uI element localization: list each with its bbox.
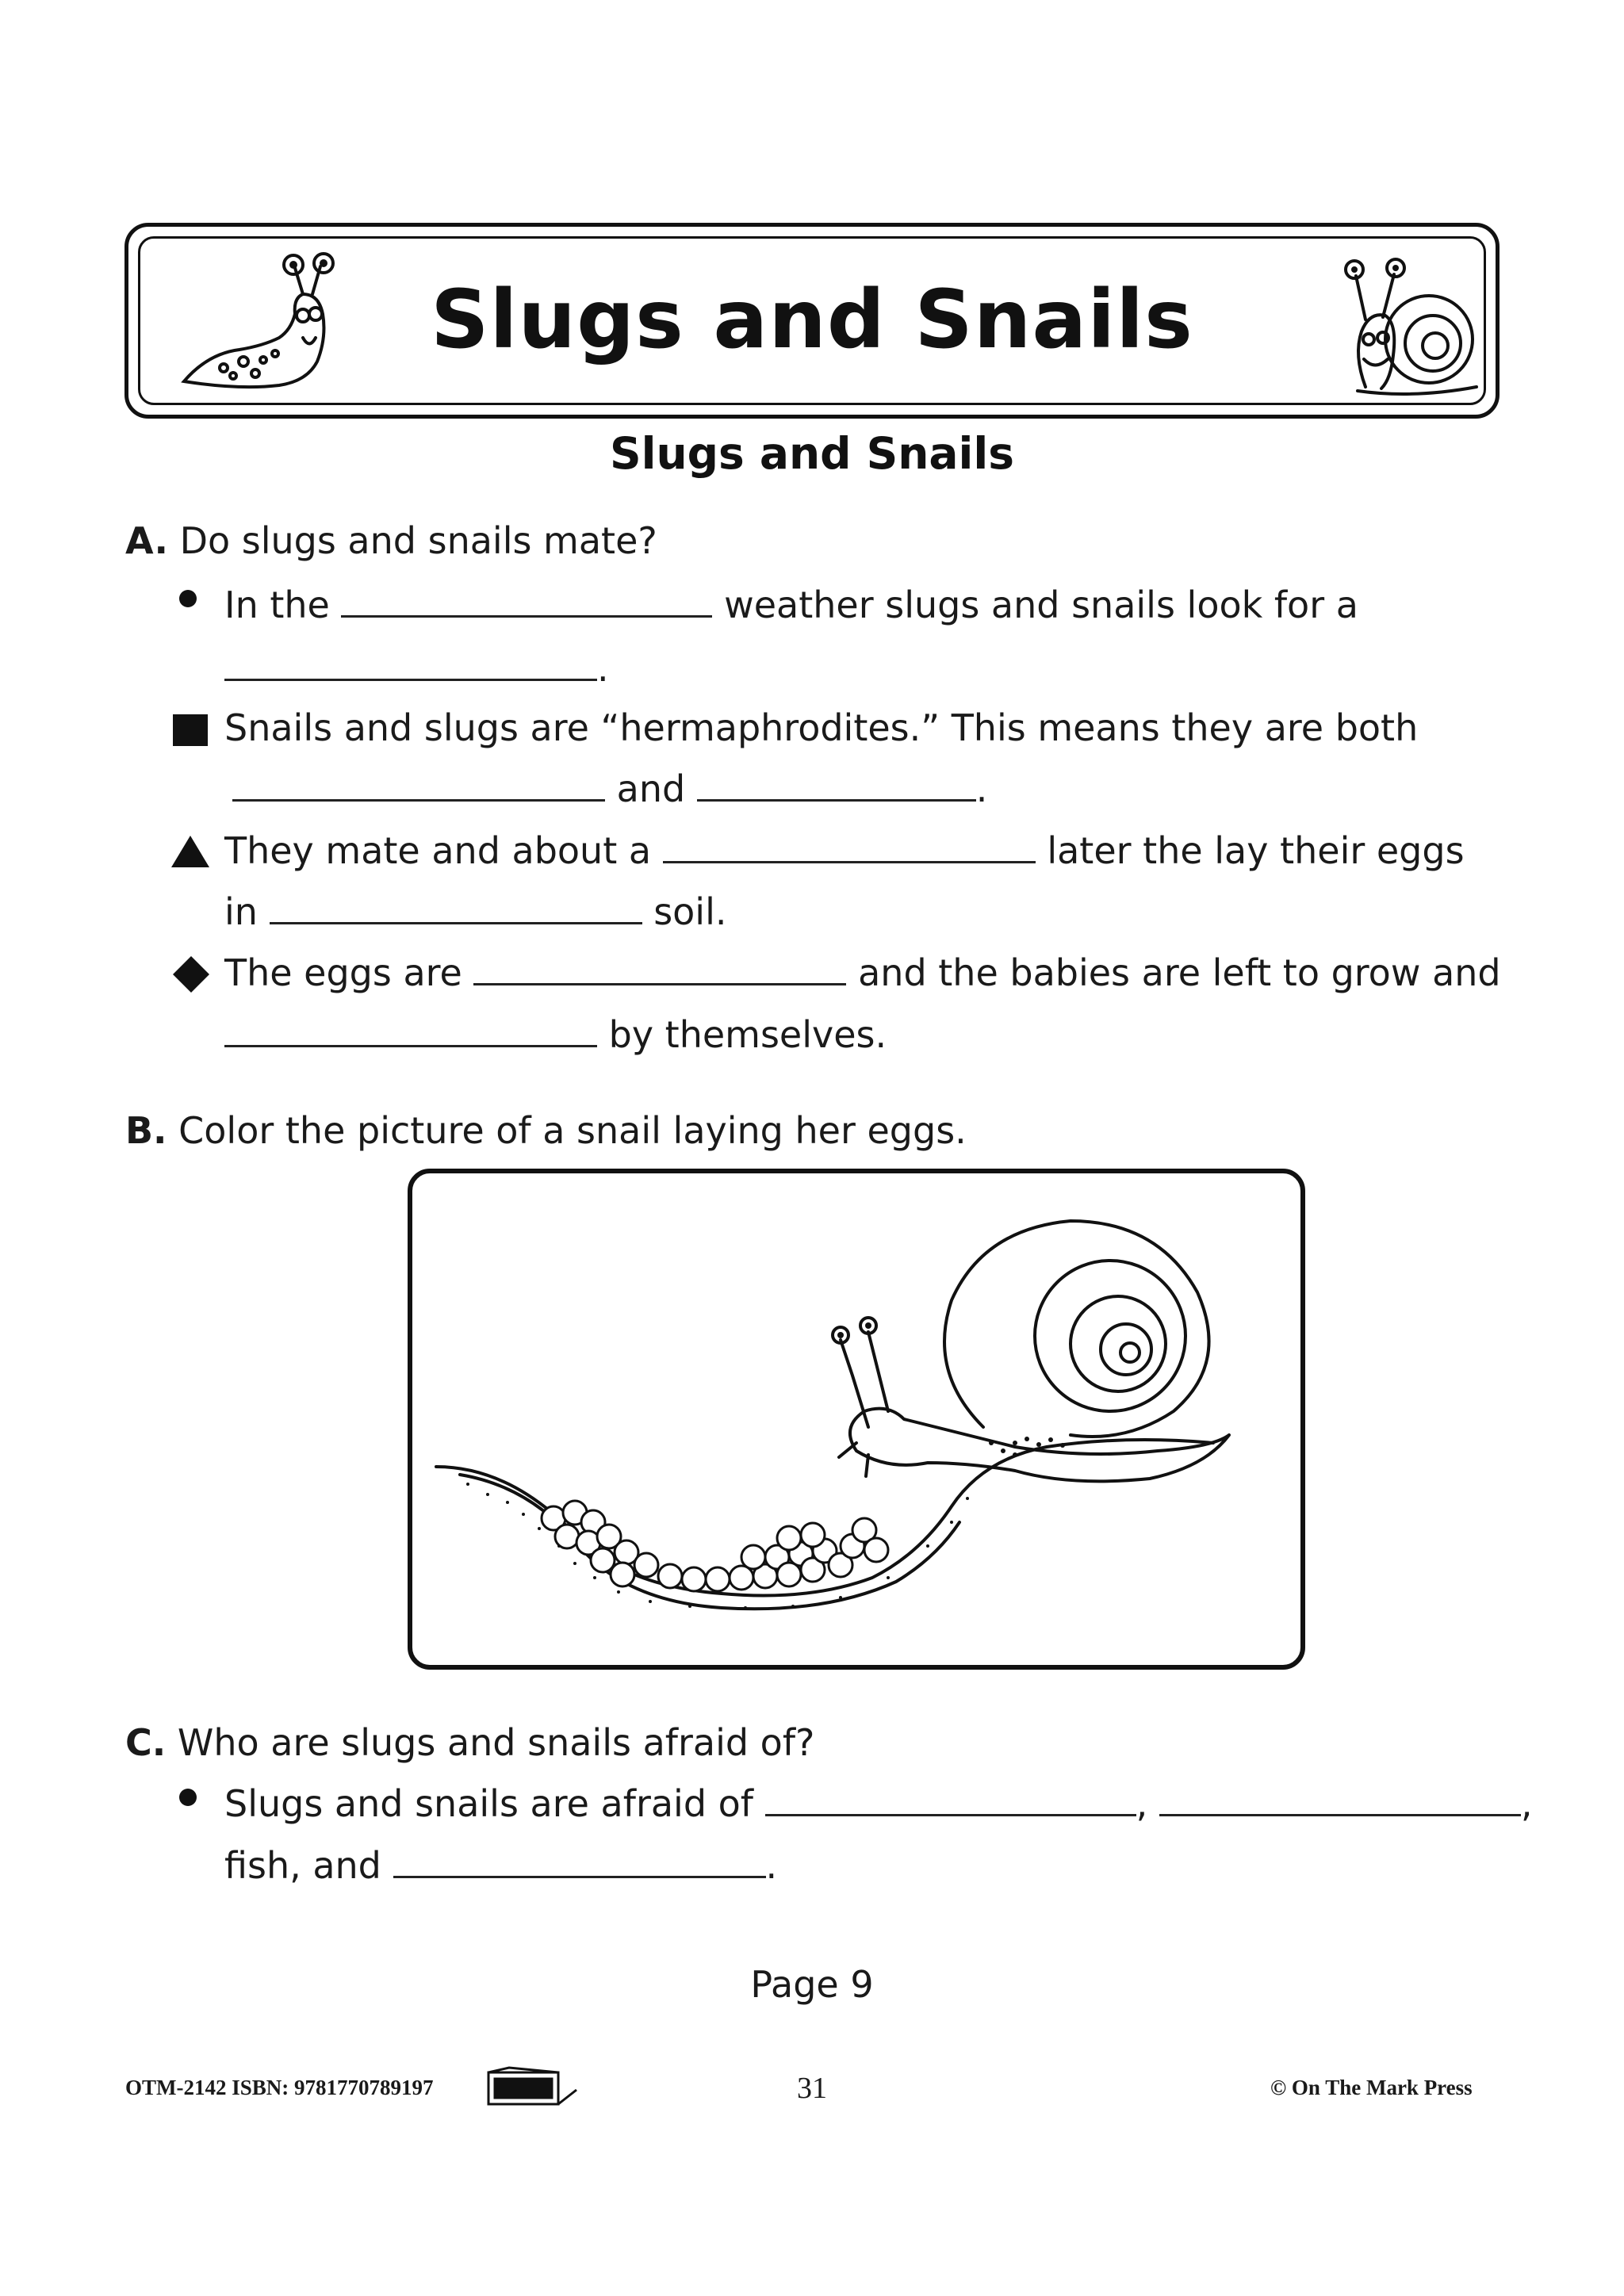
item-c1-comma2: , [1520, 1782, 1533, 1825]
item-c1-line2 [224, 1842, 777, 1889]
dot-bullet-icon [178, 1787, 198, 1808]
item-a3-end: soil. [653, 890, 727, 933]
item-a2-line1 [224, 704, 1418, 752]
item-a3-mid: later the lay their eggs [1047, 829, 1465, 872]
item-a3-pre: They mate and about a [224, 829, 652, 872]
item-c1-line1 [224, 1780, 1532, 1827]
answer-blank-a4-1[interactable] [473, 951, 846, 985]
footer-copyright: © On The Mark Press [1270, 2076, 1473, 2099]
item-a4-mid: and the babies are left to grow and [858, 951, 1501, 994]
question-c-text: Who are slugs and snails afraid of? [177, 1721, 815, 1764]
section-c-letter: C. [125, 1721, 167, 1764]
triangle-bullet-icon [171, 836, 209, 867]
square-bullet-icon [173, 714, 208, 746]
item-c1-end: . [765, 1844, 778, 1887]
item-a4-line2 [224, 1011, 887, 1058]
section-a-letter: A. [125, 519, 168, 562]
snail-coloring-picture[interactable] [408, 1169, 1305, 1670]
answer-blank-a4-2[interactable] [224, 1013, 597, 1047]
item-a1-line2 [224, 645, 609, 692]
question-a [125, 517, 657, 564]
footer-isbn: OTM-2142 ISBN: 9781770789197 [125, 2076, 434, 2099]
question-b [125, 1107, 967, 1154]
item-c1-comma1: , [1136, 1782, 1148, 1825]
item-a3-line2 [224, 888, 726, 936]
item-a1-end: . [597, 647, 609, 690]
answer-blank-c1-3[interactable] [393, 1844, 766, 1878]
answer-blank-a2-1[interactable] [232, 767, 605, 802]
answer-blank-a3-2[interactable] [270, 890, 642, 924]
item-c1-pre2: fish, and [224, 1844, 381, 1887]
dot-bullet-icon [178, 588, 198, 609]
item-a3-pre2: in [224, 890, 258, 933]
item-c1-pre: Slugs and snails are afraid of [224, 1782, 753, 1825]
item-a2-pre: Snails and slugs are “hermaphrodites.” This means they are both [224, 706, 1419, 749]
answer-blank-c1-1[interactable] [765, 1782, 1136, 1816]
title-banner [124, 223, 1500, 419]
section-b-letter: B. [125, 1109, 167, 1152]
banner-title: Slugs and Snails [431, 273, 1193, 367]
snail-laying-eggs-illustration [412, 1173, 1300, 1665]
answer-blank-a3-1[interactable] [663, 829, 1036, 863]
footer-page-number: 31 [797, 2072, 827, 2105]
page-label: Page 9 [750, 1963, 874, 2006]
answer-blank-a2-2[interactable] [697, 767, 976, 802]
answer-blank-a1-1[interactable] [341, 584, 712, 618]
item-a1-line1 [224, 581, 1358, 629]
question-b-text: Color the picture of a snail laying her eggs. [178, 1109, 967, 1152]
slug-mascot-icon [176, 251, 358, 397]
item-a1-mid: weather slugs and snails look for a [724, 584, 1358, 626]
answer-blank-c1-2[interactable] [1159, 1782, 1521, 1816]
item-a3-line1 [224, 827, 1465, 874]
item-a2-mid: and [616, 767, 686, 810]
question-a-text: Do slugs and snails mate? [179, 519, 657, 562]
item-a2-line2 [232, 765, 987, 813]
item-a4-end: by themselves. [608, 1013, 887, 1056]
snail-mascot-icon [1342, 244, 1484, 403]
item-a1-pre: In the [224, 584, 330, 626]
question-c [125, 1719, 814, 1766]
item-a2-end: . [975, 767, 988, 810]
item-a4-line1 [224, 949, 1501, 997]
item-a4-pre: The eggs are [224, 951, 462, 994]
page-subtitle: Slugs and Snails [610, 428, 1014, 479]
diamond-bullet-icon [173, 956, 209, 993]
answer-blank-a1-2[interactable] [224, 647, 597, 681]
